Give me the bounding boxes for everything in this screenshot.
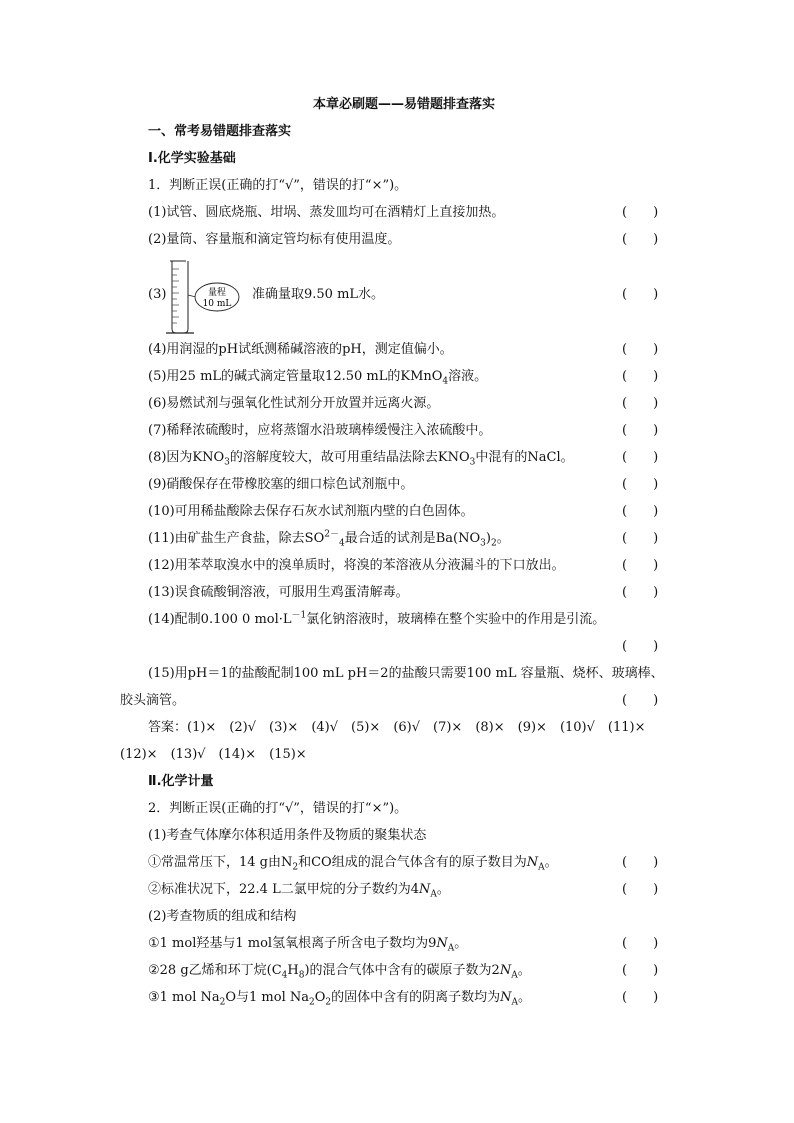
answer-blank: ( ) xyxy=(622,287,659,302)
item-13: (13)误食硫酸铜溶液，可服用生鸡蛋清解毒。 xyxy=(148,585,409,600)
item-9: (9)硝酸保存在带橡胶塞的细口棕色试剂瓶中。 xyxy=(148,477,414,492)
item-10: (10)可用稀盐酸除去保存石灰水试剂瓶内壁的白色固体。 xyxy=(148,504,474,519)
subsection-2: (2)考查物质的组成和结构 xyxy=(148,909,297,924)
answer-blank: ( ) xyxy=(622,693,659,708)
answer-blank: ( ) xyxy=(622,936,659,951)
item-3-number: (3) xyxy=(148,287,167,302)
item-3: 准确量取9.50 mL水。 xyxy=(252,287,385,302)
item-14: (14)配制0.100 0 $mol\cdot L^{-1}$氯化钠溶液时，玻璃棒在整个实验中的作用是引流。 xyxy=(148,610,606,627)
question-1: 1．判断正误(正确的打“√”，错误的打“×”)。 xyxy=(148,178,408,193)
graduated-cylinder-figure xyxy=(164,259,244,339)
page-title: 本章必刷题——易错题排查落实 xyxy=(313,97,496,112)
q2-item-1: ①常温常压下，14 g由$N_2$和CO组成的混合气体含有的原子数目为$N_A$。 xyxy=(148,855,558,873)
answer-blank: ( ) xyxy=(622,639,659,654)
item-1: (1)试管、圆底烧瓶、坩埚、蒸发皿均可在酒精灯上直接加热。 xyxy=(148,205,505,220)
cylinder-label-volume: 10 mL xyxy=(202,299,232,309)
answer-blank: ( ) xyxy=(622,531,659,546)
answer-blank: ( ) xyxy=(622,342,659,357)
item-12: (12)用苯萃取溴水中的溴单质时，将溴的苯溶液从分液漏斗的下口放出。 xyxy=(148,558,565,573)
question-2: 2．判断正误(正确的打“√”，错误的打“×”)。 xyxy=(148,801,408,816)
q2-item-2: ②标准状况下，22.4 L二氯甲烷的分子数约为$4N_A$。 xyxy=(148,882,450,900)
part2-heading: Ⅱ.化学计量 xyxy=(148,774,214,789)
part1-heading: Ⅰ.化学实验基础 xyxy=(148,151,236,166)
answers-line-1: 答案：(1)× (2)√ (3)× (4)√ (5)× (6)√ (7)× (8)× (9)× (10)√ (11)× xyxy=(148,720,646,735)
answer-blank: ( ) xyxy=(622,205,659,220)
answer-blank: ( ) xyxy=(622,585,659,600)
answer-blank: ( ) xyxy=(622,477,659,492)
answer-blank: ( ) xyxy=(622,963,659,978)
subsection-1: (1)考查气体摩尔体积适用条件及物质的聚集状态 xyxy=(148,828,427,843)
item-5: (5)用25 mL的碱式滴定管量取12.50 mL的KMnO$_4$溶液。 xyxy=(148,369,488,387)
answer-blank: ( ) xyxy=(622,232,659,247)
item-7: (7)稀释浓硫酸时，应将蒸馏水沿玻璃棒缓慢注入浓硫酸中。 xyxy=(148,423,492,438)
item-8: (8)因为$KNO_3$的溶解度较大，故可用重结晶法除去$KNO_3$中混有的NaCl。 xyxy=(148,450,574,468)
q2-item-5: ③1 mol $Na_2O$与1 mol $Na_2O_2$的固体中含有的阴离子数均为$N_A$。 xyxy=(148,990,532,1008)
answer-blank: ( ) xyxy=(622,396,659,411)
answer-blank: ( ) xyxy=(622,855,659,870)
item-15: (15)用pH＝1的盐酸配制100 mL pH＝2的盐酸只需要100 mL 容量瓶、烧杯、玻璃棒、 xyxy=(148,666,664,681)
answer-blank: ( ) xyxy=(622,450,659,465)
section-heading: 一、常考易错题排查落实 xyxy=(148,124,292,139)
q2-item-3: ①1 mol羟基与1 mol氢氧根离子所含电子数均为$9N_A$。 xyxy=(148,936,468,954)
item-11: (11)由矿盐生产食盐，除去$SO^{2-}_4$最合适的试剂是$Ba(NO_3)_2$。 xyxy=(148,529,510,549)
cylinder-label-range: 量程 xyxy=(207,288,227,298)
answer-blank: ( ) xyxy=(622,369,659,384)
item-2: (2)量筒、容量瓶和滴定管均标有使用温度。 xyxy=(148,232,401,247)
answer-blank: ( ) xyxy=(622,990,659,1005)
item-6: (6)易燃试剂与强氧化性试剂分开放置并远离火源。 xyxy=(148,396,440,411)
answer-blank: ( ) xyxy=(622,504,659,519)
answer-blank: ( ) xyxy=(622,423,659,438)
answers-line-2: (12)× (13)√ (14)× (15)× xyxy=(120,747,307,762)
item-4: (4)用润湿的pH试纸测稀碱溶液的pH，测定值偏小。 xyxy=(148,342,453,357)
item-15-cont: 胶头滴管。 xyxy=(120,693,186,708)
answer-blank: ( ) xyxy=(622,882,659,897)
q2-item-4: ②28 g乙烯和环丁烷$(C_4H_8)$的混合气体中含有的碳原子数为$2N_A$。 xyxy=(148,963,531,981)
answer-blank: ( ) xyxy=(622,558,659,573)
